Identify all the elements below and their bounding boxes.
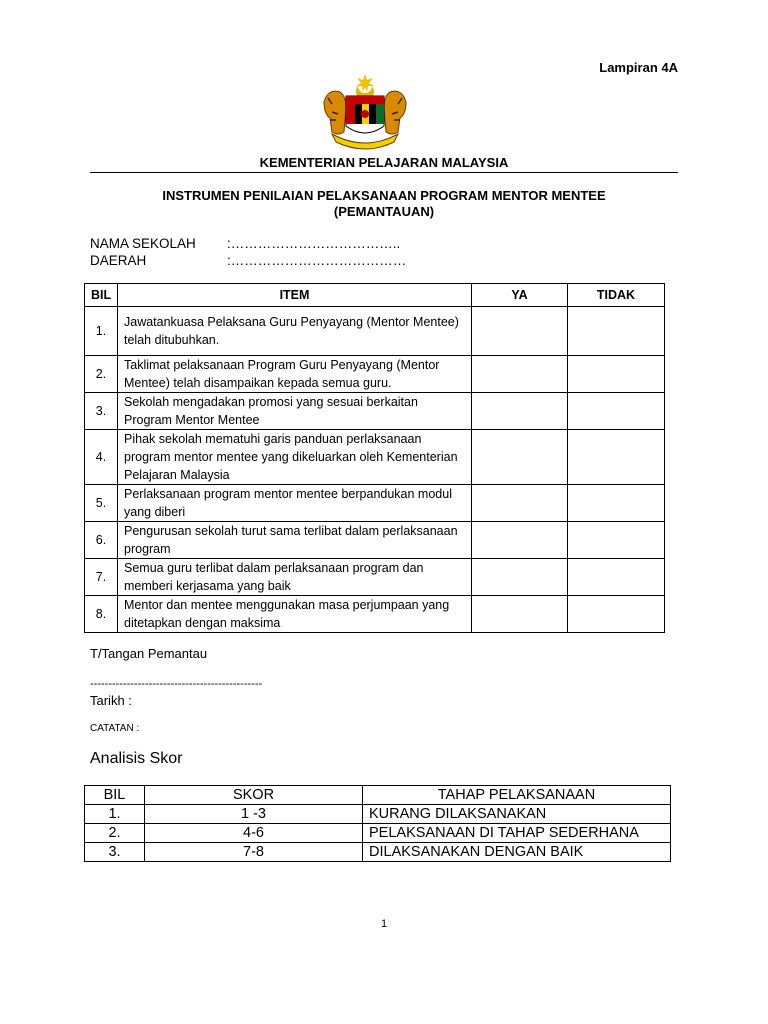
- table-row: [85, 559, 665, 596]
- score-bil: 1.: [85, 805, 145, 824]
- tidak-cell[interactable]: [568, 596, 665, 633]
- row-item: Semua guru terlibat dalam perlaksanaan program dan memberi kerjasama yang baik: [118, 559, 472, 596]
- school-name-label: NAMA SEKOLAH: [90, 236, 196, 251]
- date-label: Tarikh :: [90, 693, 132, 708]
- row-number: 4.: [85, 430, 118, 485]
- score-bil: 2.: [85, 824, 145, 843]
- tidak-cell[interactable]: [568, 559, 665, 596]
- table-row: [85, 356, 665, 393]
- row-number: 7.: [85, 559, 118, 596]
- row-item: Sekolah mengadakan promosi yang sesuai berkaitan Program Mentor Mentee: [118, 393, 472, 430]
- page-number: 1: [380, 918, 388, 930]
- ministry-name: KEMENTERIAN PELAJARAN MALAYSIA: [259, 155, 509, 170]
- header-tidak: TIDAK: [568, 284, 665, 307]
- ya-cell[interactable]: [472, 596, 568, 633]
- ya-cell[interactable]: [472, 307, 568, 356]
- row-number: 2.: [85, 356, 118, 393]
- row-item: Mentor dan mentee menggunakan masa perjumpaan yang ditetapkan dengan maksima: [118, 596, 472, 633]
- ya-cell[interactable]: [472, 356, 568, 393]
- row-number: 6.: [85, 522, 118, 559]
- notes-label: CATATAN :: [90, 723, 140, 734]
- row-item: Perlaksanaan program mentor mentee berpandukan modul yang diberi: [118, 485, 472, 522]
- ya-cell[interactable]: [472, 430, 568, 485]
- header-divider: [90, 172, 678, 173]
- header-item: ITEM: [118, 284, 472, 307]
- table-row: [85, 430, 665, 485]
- score-row: [85, 843, 671, 862]
- score-header-tahap: TAHAP PELAKSANAAN: [363, 786, 671, 805]
- ya-cell[interactable]: [472, 393, 568, 430]
- row-number: 8.: [85, 596, 118, 633]
- tidak-cell[interactable]: [568, 430, 665, 485]
- tidak-cell[interactable]: [568, 522, 665, 559]
- score-header-bil: BIL: [85, 786, 145, 805]
- evaluation-table-header: [85, 284, 665, 307]
- document-title-line-1: INSTRUMEN PENILAIAN PELAKSANAAN PROGRAM MENTOR MENTEE: [162, 188, 606, 203]
- ya-cell[interactable]: [472, 485, 568, 522]
- score-table-header: [85, 786, 671, 805]
- table-row: [85, 307, 665, 356]
- tidak-cell[interactable]: [568, 485, 665, 522]
- row-number: 3.: [85, 393, 118, 430]
- table-row: [85, 485, 665, 522]
- table-row: [85, 522, 665, 559]
- malaysia-coat-of-arms-icon: [310, 72, 420, 152]
- signature-line[interactable]: -----------------------------------------------: [90, 678, 263, 690]
- score-range: 4-6: [145, 824, 363, 843]
- table-row: [85, 393, 665, 430]
- row-item: Jawatankuasa Pelaksana Guru Penyayang (Mentor Mentee) telah ditubuhkan.: [118, 307, 472, 356]
- district-row: [90, 252, 406, 269]
- row-item: Taklimat pelaksanaan Program Guru Penyayang (Mentor Mentee) telah disampaikan kepada semua guru.: [118, 356, 472, 393]
- score-analysis-heading: Analisis Skor: [90, 750, 183, 767]
- score-row: [85, 824, 671, 843]
- district-field[interactable]: :…………………………………: [227, 253, 407, 268]
- score-row: [85, 805, 671, 824]
- score-range: 1 -3: [145, 805, 363, 824]
- school-name-row: [90, 235, 400, 252]
- table-row: [85, 596, 665, 633]
- score-range: 7-8: [145, 843, 363, 862]
- document-title-line-2: (PEMANTAUAN): [333, 204, 435, 219]
- score-header-skor: SKOR: [145, 786, 363, 805]
- score-level: DILAKSANAKAN DENGAN BAIK: [363, 843, 671, 862]
- ya-cell[interactable]: [472, 522, 568, 559]
- score-level: PELAKSANAAN DI TAHAP SEDERHANA: [363, 824, 671, 843]
- document-title: [90, 188, 678, 220]
- tidak-cell[interactable]: [568, 307, 665, 356]
- tidak-cell[interactable]: [568, 356, 665, 393]
- row-number: 1.: [85, 307, 118, 356]
- observer-signature-label: T/Tangan Pemantau: [90, 646, 208, 661]
- evaluation-table: [84, 283, 665, 633]
- header-ya: YA: [472, 284, 568, 307]
- ya-cell[interactable]: [472, 559, 568, 596]
- score-bil: 3.: [85, 843, 145, 862]
- row-number: 5.: [85, 485, 118, 522]
- row-item: Pihak sekolah mematuhi garis panduan perlaksanaan program mentor mentee yang dikeluarkan oleh Kementerian Pelajaran Malaysia: [118, 430, 472, 485]
- school-name-field[interactable]: :………………………………..: [227, 236, 401, 251]
- header-bil: BIL: [85, 284, 118, 307]
- district-label: DAERAH: [90, 253, 147, 268]
- score-analysis-table: [84, 785, 671, 862]
- score-level: KURANG DILAKSANAKAN: [363, 805, 671, 824]
- tidak-cell[interactable]: [568, 393, 665, 430]
- annex-label: Lampiran 4A: [599, 60, 678, 75]
- row-item: Pengurusan sekolah turut sama terlibat dalam perlaksanaan program: [118, 522, 472, 559]
